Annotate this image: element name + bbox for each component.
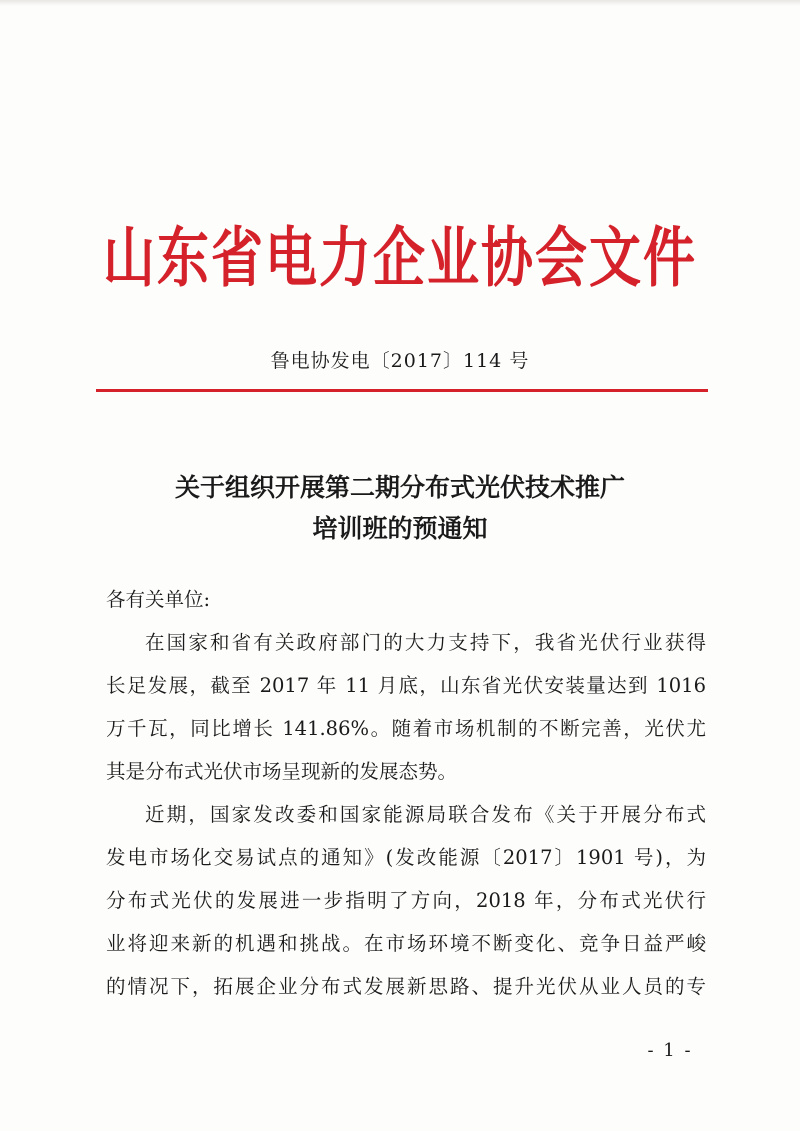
- paragraph-2-line-2: 发电市场化交易试点的通知》(发改能源〔2017〕1901 号)，为: [106, 846, 706, 869]
- salutation: 各有关单位:: [106, 588, 211, 611]
- notice-title-line-1: 关于组织开展第二期分布式光伏技术推广: [174, 473, 625, 502]
- paragraph-1-line-3: 万千瓦，同比增长 141.86%。随着市场机制的不断完善，光伏尤: [106, 717, 706, 740]
- document-number: 鲁电协发电〔2017〕114 号: [270, 350, 530, 372]
- paragraph-1-line-2: 长足发展，截至 2017 年 11 月底，山东省光伏安装量达到 1016: [106, 674, 706, 697]
- paragraph-2-line-3: 分布式光伏的发展进一步指明了方向，2018 年，分布式光伏行: [106, 889, 706, 912]
- paragraph-1-line-4: 其是分布式光伏市场呈现新的发展态势。: [106, 760, 458, 783]
- scan-edge: [0, 0, 800, 6]
- page-number: - 1 -: [647, 1040, 693, 1061]
- paragraph-2-line-1: 近期，国家发改委和国家能源局联合发布《关于开展分布式: [145, 803, 706, 826]
- notice-title: [0, 467, 800, 549]
- paragraph-2-line-5: 的情况下，拓展企业分布式发展新思路、提升光伏从业人员的专: [106, 975, 706, 998]
- document-header-title: 山东省电力企业协会文件: [102, 221, 697, 297]
- paragraph-1-line-1: 在国家和省有关政府部门的大力支持下，我省光伏行业获得: [145, 631, 706, 654]
- red-divider-line: [96, 389, 708, 392]
- document-body: [106, 578, 706, 1008]
- paragraph-2-line-4: 业将迎来新的机遇和挑战。在市场环境不断变化、竞争日益严峻: [106, 932, 706, 955]
- notice-title-line-2: 培训班的预通知: [312, 514, 488, 543]
